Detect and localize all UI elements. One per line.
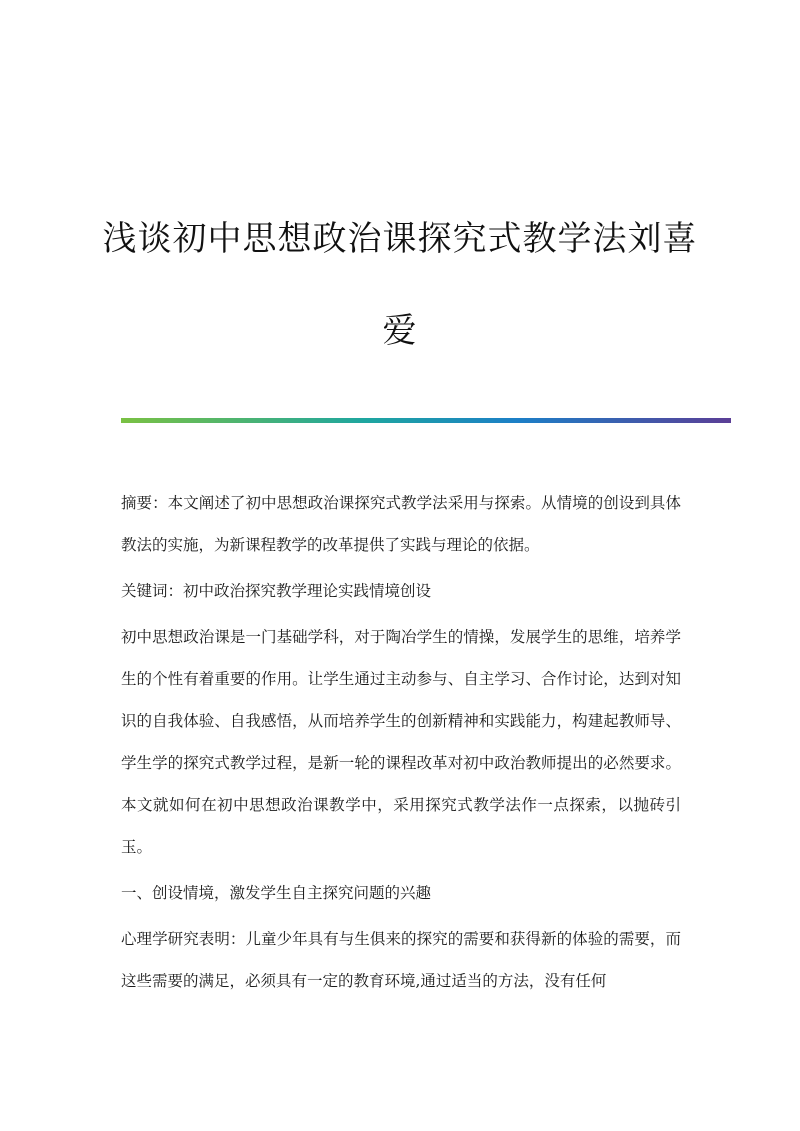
- document-title: 浅谈初中思想政治课探究式教学法刘喜爱: [102, 218, 698, 351]
- abstract-paragraph: 摘要：本文阐述了初中思想政治课探究式教学法采用与探索。从情境的创设到具体教法的实施，为新课程教学的改革提供了实践与理论的依据。: [121, 494, 681, 554]
- gradient-divider: [121, 418, 731, 423]
- body-paragraph-2: 心理学研究表明：儿童少年具有与生俱来的探究的需要和获得新的体验的需要，而这些需要的满足，必须具有一定的教育环境,通过适当的方法，没有任何: [121, 930, 681, 990]
- body-paragraph-1: 初中思想政治课是一门基础学科，对于陶冶学生的情操，发展学生的思维，培养学生的个性有着重要的作用。让学生通过主动参与、自主学习、合作讨论，达到对知识的自我体验、自我感悟，从而培养学生的创新精神和实践能力，构建起教师导、学生学的探究式教学过程，是新一轮的课程改革对初中政治教师提出的必然要求。本文就如何在初中思想政治课教学中，采用探究式教学法作一点探索，以抛砖引玉。: [121, 628, 681, 856]
- keywords-paragraph: 关键词：初中政治探究教学理论实践情境创设: [121, 582, 432, 600]
- document-body: [121, 482, 681, 1006]
- section-heading-1: 一、创设情境，激发学生自主探究问题的兴趣: [121, 884, 432, 902]
